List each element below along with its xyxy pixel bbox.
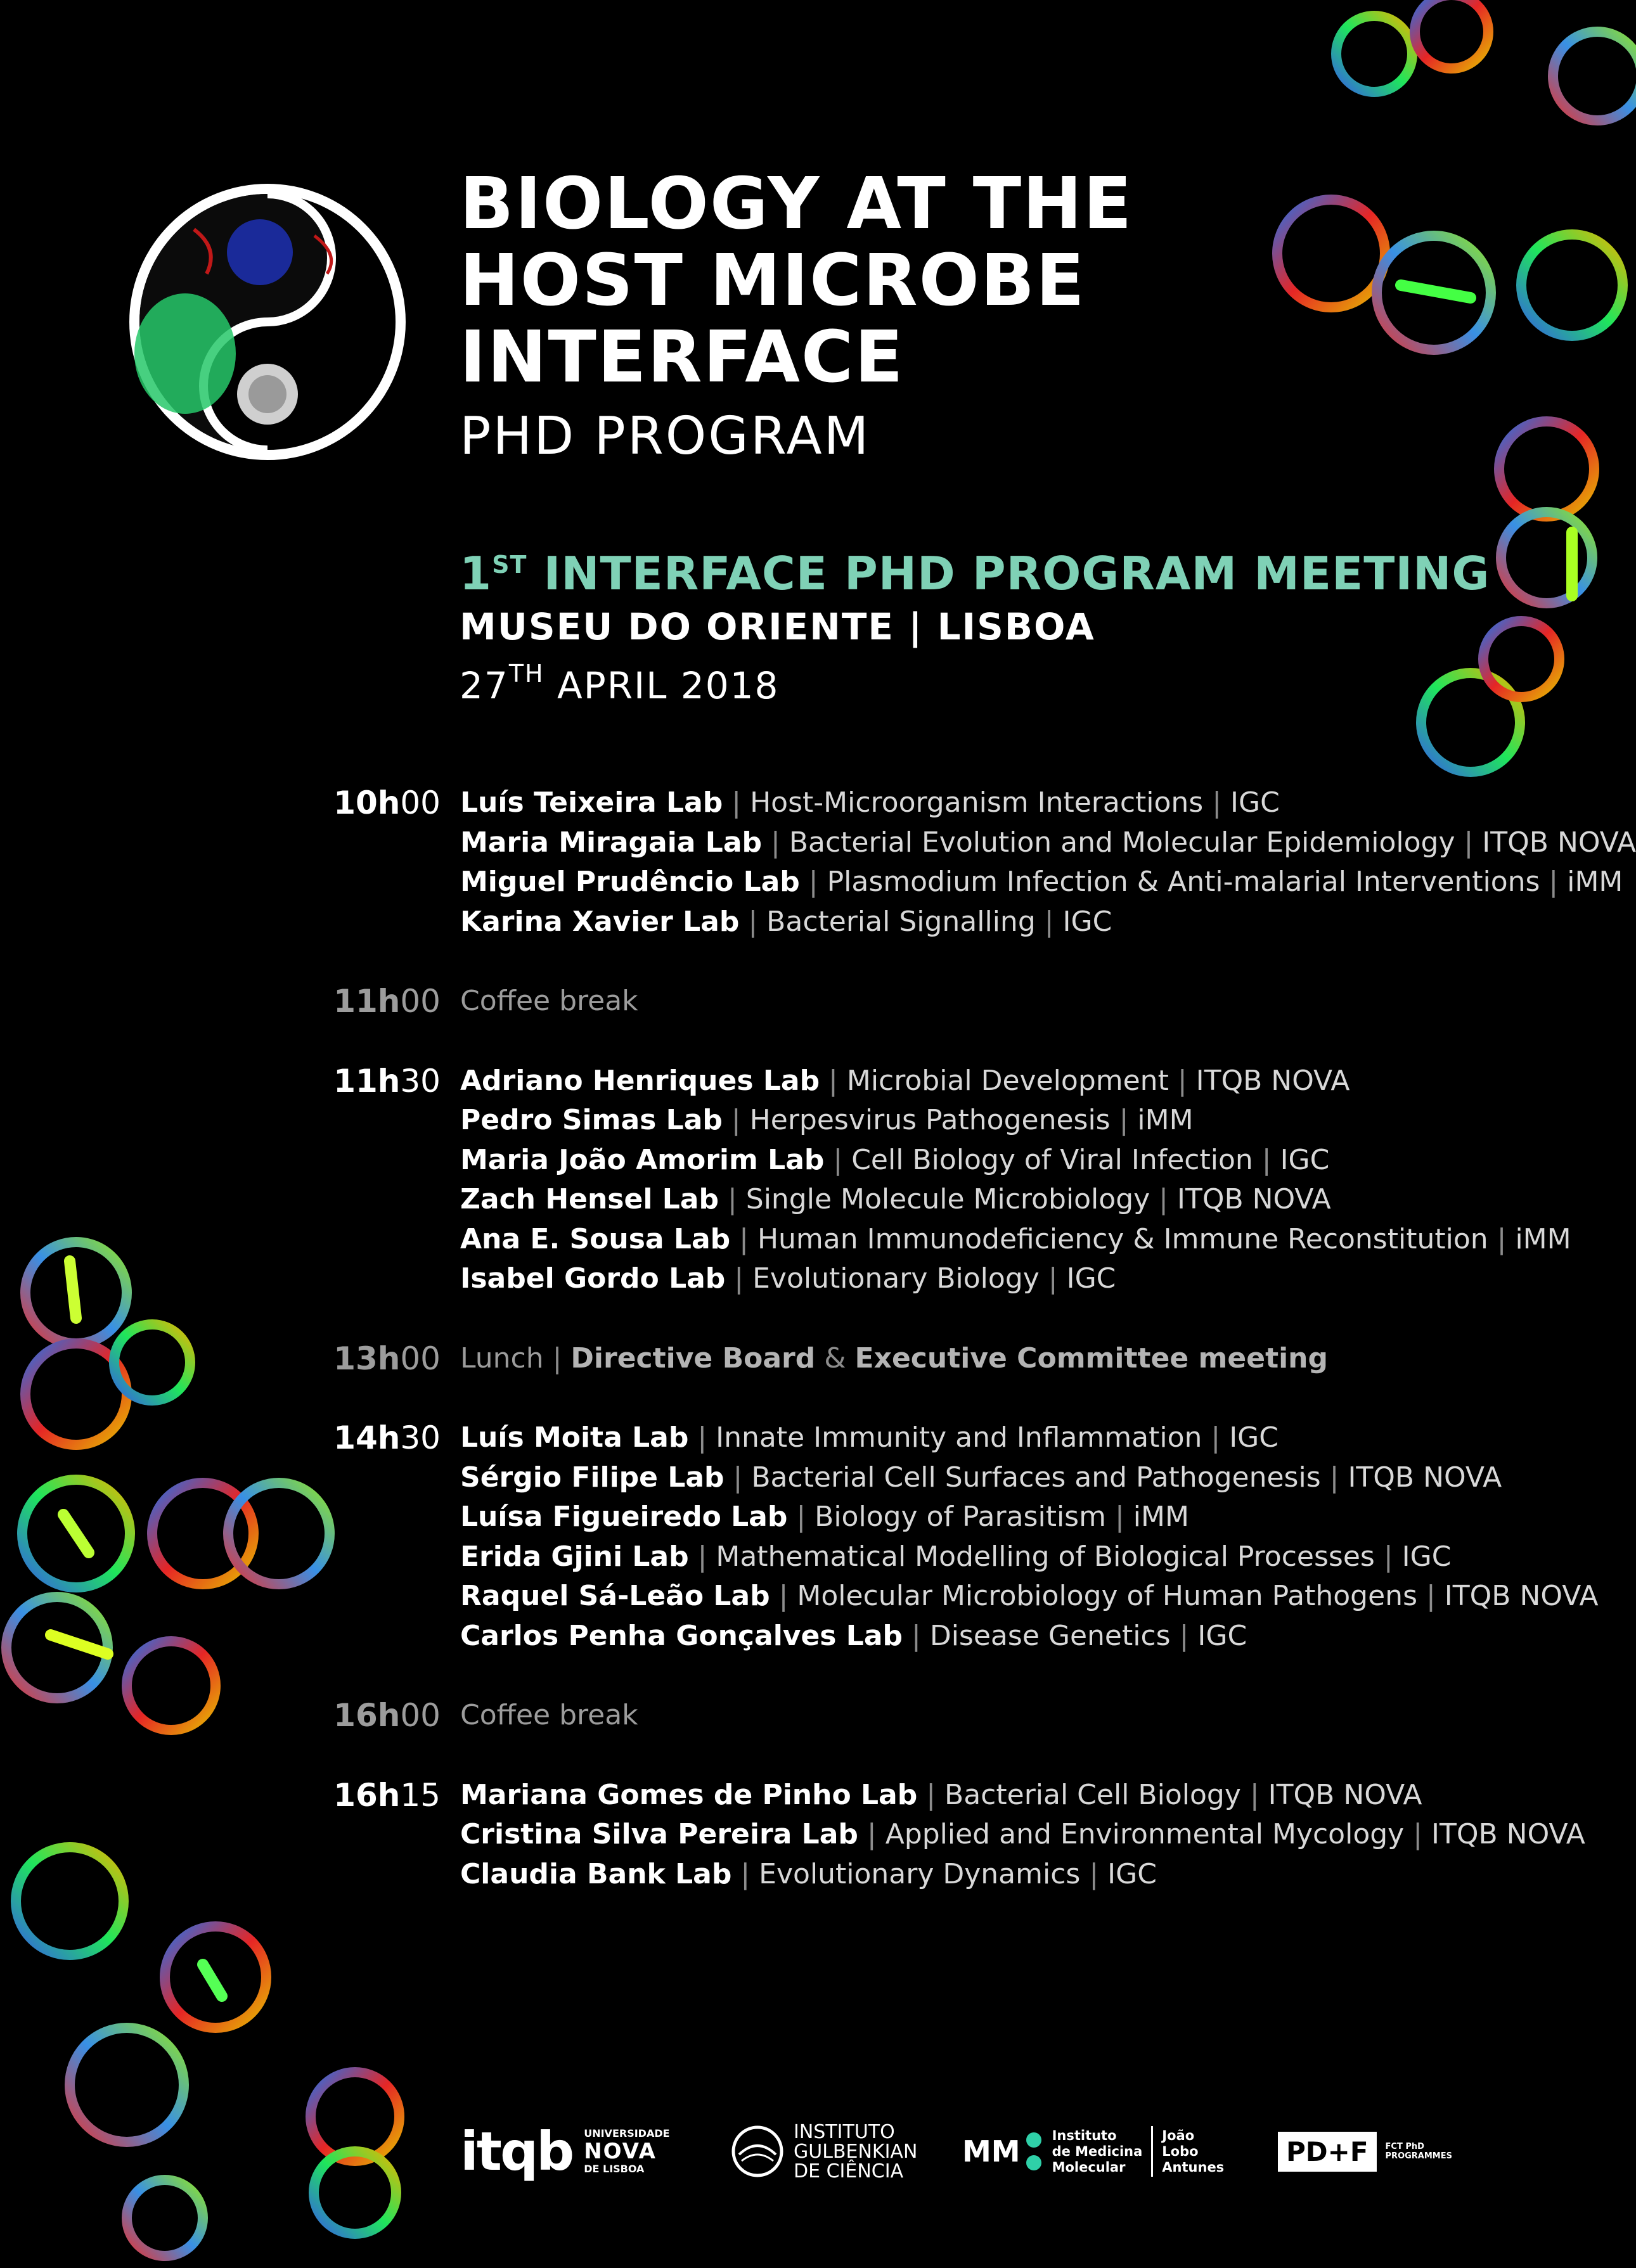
session-entries <box>460 783 1636 942</box>
entry-text: ITQB NOVA <box>1348 1461 1502 1494</box>
separator: & <box>815 1342 855 1374</box>
entry-text: Plasmodium Infection & Anti-malarial Interventions <box>827 866 1540 898</box>
entry-text: Cell Biology of Viral Infection <box>851 1143 1253 1176</box>
entry-text: iMM <box>1133 1501 1189 1533</box>
entry-text: Herpesvirus Pathogenesis <box>749 1104 1111 1136</box>
schedule-entry <box>460 1339 1601 1379</box>
lab-name: Luís Moita Lab <box>460 1421 689 1454</box>
entry-text: Bacterial Cell Surfaces and Pathogenesis <box>751 1461 1321 1494</box>
entry-text: ITQB NOVA <box>1176 1183 1331 1215</box>
separator: | <box>1168 1064 1196 1097</box>
entry-text: Directive Board <box>570 1342 816 1374</box>
schedule-block <box>0 1339 1618 1379</box>
imm-mark: MM <box>962 2134 1021 2169</box>
lab-name: Adriano Henriques Lab <box>460 1064 820 1097</box>
schedule <box>0 783 1636 1934</box>
imm-line-3: Molecular <box>1052 2159 1126 2175</box>
entry-text: IGC <box>1230 786 1280 819</box>
session-time <box>311 1061 441 1101</box>
session-time <box>311 982 441 1021</box>
entry-text: Molecular Microbiology of Human Pathogens <box>797 1580 1417 1612</box>
separator: | <box>1150 1183 1177 1215</box>
entry-text: Executive Committee meeting <box>854 1342 1329 1374</box>
schedule-entry <box>460 1220 1601 1260</box>
itqb-nova-logo <box>460 2117 670 2186</box>
entry-text: ITQB NOVA <box>1195 1064 1350 1097</box>
separator: | <box>1035 905 1063 938</box>
title-line-1: BIOLOGY AT THE <box>460 163 1133 245</box>
session-minutes: 30 <box>400 1419 441 1456</box>
schedule-block <box>0 1776 1618 1895</box>
schedule-entry <box>460 1101 1601 1141</box>
imm-dots-icon <box>1024 2129 1043 2174</box>
schedule-entry <box>460 783 1601 823</box>
session-entries <box>460 1776 1601 1895</box>
imm-person-line-2: Lobo <box>1162 2143 1199 2159</box>
entry-text: iMM <box>1137 1104 1194 1136</box>
schedule-block <box>0 1696 1618 1736</box>
session-hour: 14h <box>333 1419 401 1456</box>
separator: | <box>688 1540 716 1573</box>
separator: | <box>1455 826 1483 859</box>
schedule-entry <box>460 1696 1601 1736</box>
igc-logo <box>730 2117 917 2186</box>
separator: | <box>718 1183 746 1215</box>
schedule-entry <box>460 1537 1601 1577</box>
separator: | <box>723 786 750 819</box>
schedule-entry <box>460 1458 1601 1498</box>
imm-divider <box>1151 2126 1153 2177</box>
itqb-mark: itqb <box>460 2120 573 2182</box>
schedule-entry <box>460 1141 1601 1181</box>
separator: | <box>1253 1143 1280 1176</box>
pdf-line-2: PROGRAMMES <box>1385 2151 1452 2161</box>
program-title <box>460 163 1220 468</box>
separator: | <box>688 1421 716 1454</box>
schedule-entry <box>460 1776 1601 1816</box>
entry-text: Evolutionary Dynamics <box>759 1857 1081 1890</box>
entry-text: Bacterial Signalling <box>766 905 1036 938</box>
entry-text: Disease Genetics <box>929 1619 1171 1652</box>
separator: | <box>1240 1778 1268 1811</box>
separator: | <box>917 1778 945 1811</box>
entry-text: Lunch <box>460 1342 544 1374</box>
entry-text: IGC <box>1401 1540 1452 1573</box>
session-minutes: 15 <box>400 1776 441 1814</box>
entry-text: Bacterial Evolution and Molecular Epidemiology <box>789 826 1455 859</box>
itqb-university <box>584 2128 669 2175</box>
entry-text: Innate Immunity and Inflammation <box>716 1421 1202 1454</box>
pdf-mark: PD+F <box>1278 2132 1377 2172</box>
entry-text: Mathematical Modelling of Biological Processes <box>716 1540 1375 1573</box>
separator: | <box>820 1064 847 1097</box>
imm-logo <box>958 2117 1224 2186</box>
meeting-number: 1 <box>460 547 493 600</box>
meeting-info <box>460 536 1601 709</box>
entry-text: ITQB NOVA <box>1431 1818 1585 1850</box>
session-hour: 11h <box>333 1062 401 1099</box>
session-entries <box>460 1061 1601 1299</box>
separator: | <box>1540 866 1568 898</box>
session-entries <box>460 1418 1601 1656</box>
imm-name <box>1052 2128 1143 2175</box>
session-minutes: 00 <box>400 1697 441 1734</box>
meeting-date-suffix: TH <box>508 660 544 688</box>
entry-text: Human Immunodeficiency & Immune Reconstitution <box>757 1222 1488 1255</box>
session-minutes: 00 <box>400 1340 441 1377</box>
lab-name: Zach Hensel Lab <box>460 1183 719 1215</box>
entry-text: ITQB NOVA <box>1444 1580 1599 1612</box>
schedule-entry <box>460 1617 1601 1656</box>
separator: | <box>1170 1619 1198 1652</box>
schedule-entry <box>460 823 1636 863</box>
session-hour: 16h <box>333 1697 401 1734</box>
title-line-3: INTERFACE <box>460 316 905 399</box>
entry-text: IGC <box>1066 1262 1116 1295</box>
imm-line-2: de Medicina <box>1052 2143 1143 2159</box>
lab-name: Pedro Simas Lab <box>460 1104 723 1136</box>
schedule-entry <box>460 1577 1601 1617</box>
lab-name: Erida Gjini Lab <box>460 1540 689 1573</box>
session-hour: 11h <box>333 983 401 1020</box>
separator: | <box>1039 1262 1067 1295</box>
entry-text: Evolutionary Biology <box>752 1262 1040 1295</box>
session-hour: 10h <box>333 785 401 821</box>
session-entries <box>460 1696 1601 1736</box>
lab-name: Ana E. Sousa Lab <box>460 1222 731 1255</box>
igc-line-2: GULBENKIAN <box>794 2140 918 2163</box>
schedule-block <box>0 1061 1618 1299</box>
separator: | <box>770 1580 797 1612</box>
separator: | <box>722 1104 750 1136</box>
session-hour: 13h <box>333 1340 401 1377</box>
schedule-block <box>0 1418 1618 1656</box>
separator: | <box>731 1857 759 1890</box>
meeting-date <box>460 650 1601 709</box>
entry-text: Single Molecule Microbiology <box>745 1183 1150 1215</box>
sponsor-logos <box>0 2117 1618 2212</box>
program-subtitle: PHD PROGRAM <box>460 406 871 466</box>
lab-name: Maria João Amorim Lab <box>460 1143 825 1176</box>
schedule-entry <box>460 1061 1601 1101</box>
session-minutes: 00 <box>400 785 441 821</box>
imm-line-1: Instituto <box>1052 2127 1117 2143</box>
lab-name: Cristina Silva Pereira Lab <box>460 1818 858 1850</box>
title-line-2: HOST MICROBE <box>460 240 1086 322</box>
session-minutes: 00 <box>400 983 441 1020</box>
meeting-date-day: 27 <box>460 664 509 707</box>
separator: | <box>725 1262 753 1295</box>
entry-text: IGC <box>1062 905 1112 938</box>
entry-text: Biology of Parasitism <box>815 1501 1106 1533</box>
separator: | <box>824 1143 852 1176</box>
separator: | <box>762 826 789 859</box>
separator: | <box>1417 1580 1445 1612</box>
separator: | <box>787 1501 815 1533</box>
session-time <box>311 1696 441 1735</box>
schedule-entry <box>460 1259 1601 1299</box>
pdf-line-1: FCT PhD <box>1385 2142 1424 2151</box>
pdf-label <box>1386 2142 1452 2161</box>
itqb-uni-big: NOVA <box>584 2139 657 2164</box>
session-time <box>311 783 441 823</box>
entry-text: ITQB NOVA <box>1268 1778 1422 1811</box>
separator: | <box>1080 1857 1108 1890</box>
separator: | <box>903 1619 930 1652</box>
itqb-uni-small: UNIVERSIDADE <box>584 2127 670 2139</box>
session-entries <box>460 1339 1601 1379</box>
entry-text: IGC <box>1107 1857 1157 1890</box>
session-minutes: 30 <box>400 1062 441 1099</box>
igc-emblem-icon <box>730 2124 785 2179</box>
schedule-entry <box>460 1497 1601 1537</box>
session-time <box>311 1339 441 1378</box>
schedule-block <box>0 783 1636 942</box>
imm-person-line-1: João <box>1162 2127 1195 2143</box>
separator: | <box>1203 786 1231 819</box>
lab-name: Carlos Penha Gonçalves Lab <box>460 1619 903 1652</box>
session-time <box>311 1418 441 1458</box>
separator: | <box>1374 1540 1402 1573</box>
separator: | <box>1488 1222 1516 1255</box>
lab-name: Raquel Sá-Leão Lab <box>460 1580 770 1612</box>
igc-line-1: INSTITUTO <box>794 2120 895 2143</box>
igc-line-3: DE CIÊNCIA <box>794 2160 904 2182</box>
lab-name: Sérgio Filipe Lab <box>460 1461 725 1494</box>
separator: | <box>1105 1501 1133 1533</box>
schedule-entry <box>460 1855 1601 1895</box>
lab-name: Miguel Prudêncio Lab <box>460 866 800 898</box>
schedule-block <box>0 982 1618 1022</box>
entry-text: IGC <box>1229 1421 1279 1454</box>
imm-person <box>1162 2128 1224 2175</box>
schedule-entry <box>460 1180 1601 1220</box>
separator: | <box>1110 1104 1138 1136</box>
entry-text: Microbial Development <box>846 1064 1169 1097</box>
session-hour: 16h <box>333 1776 401 1814</box>
program-logo <box>124 179 411 465</box>
igc-name <box>794 2122 917 2181</box>
schedule-entry <box>460 862 1623 902</box>
separator: | <box>543 1342 571 1374</box>
entry-text: Applied and Environmental Mycology <box>885 1818 1405 1850</box>
lab-name: Claudia Bank Lab <box>460 1857 732 1890</box>
entry-text: ITQB NOVA <box>1482 826 1636 859</box>
entry-text: Bacterial Cell Biology <box>944 1778 1241 1811</box>
lab-name: Luísa Figueiredo Lab <box>460 1501 788 1533</box>
separator: | <box>724 1461 752 1494</box>
schedule-entry <box>460 1418 1601 1458</box>
entry-text: Host-Microorganism Interactions <box>750 786 1204 819</box>
lab-name: Maria Miragaia Lab <box>460 826 763 859</box>
entry-text: Coffee break <box>460 1699 638 1731</box>
imm-person-line-3: Antunes <box>1162 2159 1225 2175</box>
separator: | <box>1202 1421 1230 1454</box>
lab-name: Karina Xavier Lab <box>460 905 740 938</box>
meeting-headline-text: INTERFACE PHD PROGRAM MEETING <box>527 547 1490 600</box>
lab-name: Isabel Gordo Lab <box>460 1262 726 1295</box>
separator: | <box>739 905 767 938</box>
itqb-uni-city: DE LISBOA <box>584 2163 645 2175</box>
separator: | <box>1404 1818 1432 1850</box>
meeting-date-rest: APRIL 2018 <box>544 664 780 707</box>
lab-name: Mariana Gomes de Pinho Lab <box>460 1778 918 1811</box>
entry-text: iMM <box>1567 866 1623 898</box>
entry-text: Coffee break <box>460 985 638 1017</box>
schedule-entry <box>460 1815 1601 1855</box>
pdf-logo <box>1278 2117 1452 2186</box>
meeting-venue: MUSEU DO ORIENTE | LISBOA <box>460 605 1095 648</box>
schedule-entry <box>460 902 1601 942</box>
lab-name: Luís Teixeira Lab <box>460 786 723 819</box>
separator: | <box>1320 1461 1348 1494</box>
schedule-entry <box>460 982 1601 1022</box>
entry-text: IGC <box>1280 1143 1330 1176</box>
separator: | <box>799 866 827 898</box>
separator: | <box>858 1818 886 1850</box>
separator: | <box>730 1222 757 1255</box>
entry-text: IGC <box>1197 1619 1247 1652</box>
meeting-headline <box>460 536 1601 602</box>
session-time <box>311 1776 441 1815</box>
entry-text: iMM <box>1515 1222 1571 1255</box>
meeting-ordinal: ST <box>492 551 527 579</box>
session-entries <box>460 982 1601 1022</box>
